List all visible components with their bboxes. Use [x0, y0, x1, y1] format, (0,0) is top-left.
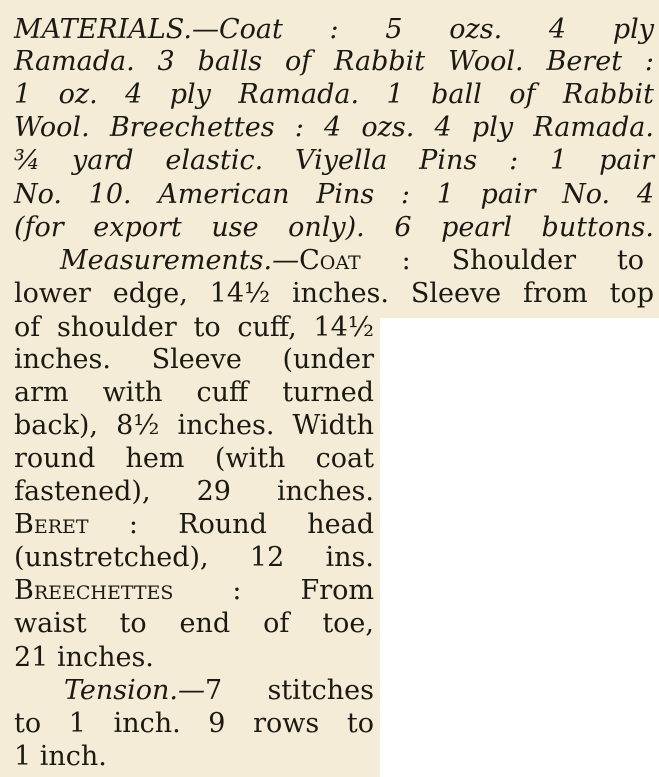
tension-heading: Tension.—: [64, 675, 205, 706]
materials-line-6: No. 10. American Pins : 1 pair No. 4: [14, 179, 654, 210]
measurements-line-8: fastened), 29 inches.: [14, 476, 374, 507]
materials-line-1: MATERIALS.—Coat : 5 ozs. 4 ply: [14, 14, 654, 45]
tension-line-1: Tension.—7 stitches: [64, 675, 374, 706]
materials-coat-label: Coat :: [218, 14, 339, 45]
materials-line-3: 1 oz. 4 ply Ramada. 1 ball of Rabbit: [14, 79, 654, 110]
measurements-line-5: arm with cuff turned: [14, 377, 374, 408]
measurements-line-4: inches. Sleeve (under: [14, 344, 374, 375]
beret-label: Beret :: [14, 509, 138, 540]
measurements-line-12: waist to end of toe,: [14, 608, 374, 639]
coat-label: Coat :: [299, 245, 411, 276]
measurements-line-11: Breechettes : From: [14, 575, 374, 606]
measurements-line-7: round hem (with coat: [14, 443, 374, 474]
measurements-line-2: lower edge, 14½ inches. Sleeve from top: [14, 278, 654, 309]
tension-line-3: 1 inch.: [14, 741, 107, 772]
measurements-line-1: Measurements.—Coat : Shoulder to: [60, 245, 644, 276]
tension-line-2: to 1 inch. 9 rows to: [14, 708, 374, 739]
measurements-heading: Measurements.—: [60, 245, 300, 276]
materials-line-5: ¾ yard elastic. Viyella Pins : 1 pair: [14, 145, 654, 176]
materials-heading: MATERIALS.: [14, 14, 192, 45]
measurements-line-6: back), 8½ inches. Width: [14, 410, 374, 441]
materials-line-4: Wool. Breechettes : 4 ozs. 4 ply Ramada.: [14, 112, 654, 143]
breechettes-label: Breechettes :: [14, 575, 242, 606]
measurements-line-9: Beret : Round head: [14, 509, 374, 540]
materials-line-7: (for export use only). 6 pearl buttons.: [14, 212, 654, 243]
materials-line-2: Ramada. 3 balls of Rabbit Wool. Beret :: [14, 46, 654, 77]
measurements-line-10: (unstretched), 12 ins.: [14, 542, 374, 573]
measurements-line-3: of shoulder to cuff, 14½: [14, 312, 374, 343]
measurements-line-13: 21 inches.: [14, 642, 154, 673]
